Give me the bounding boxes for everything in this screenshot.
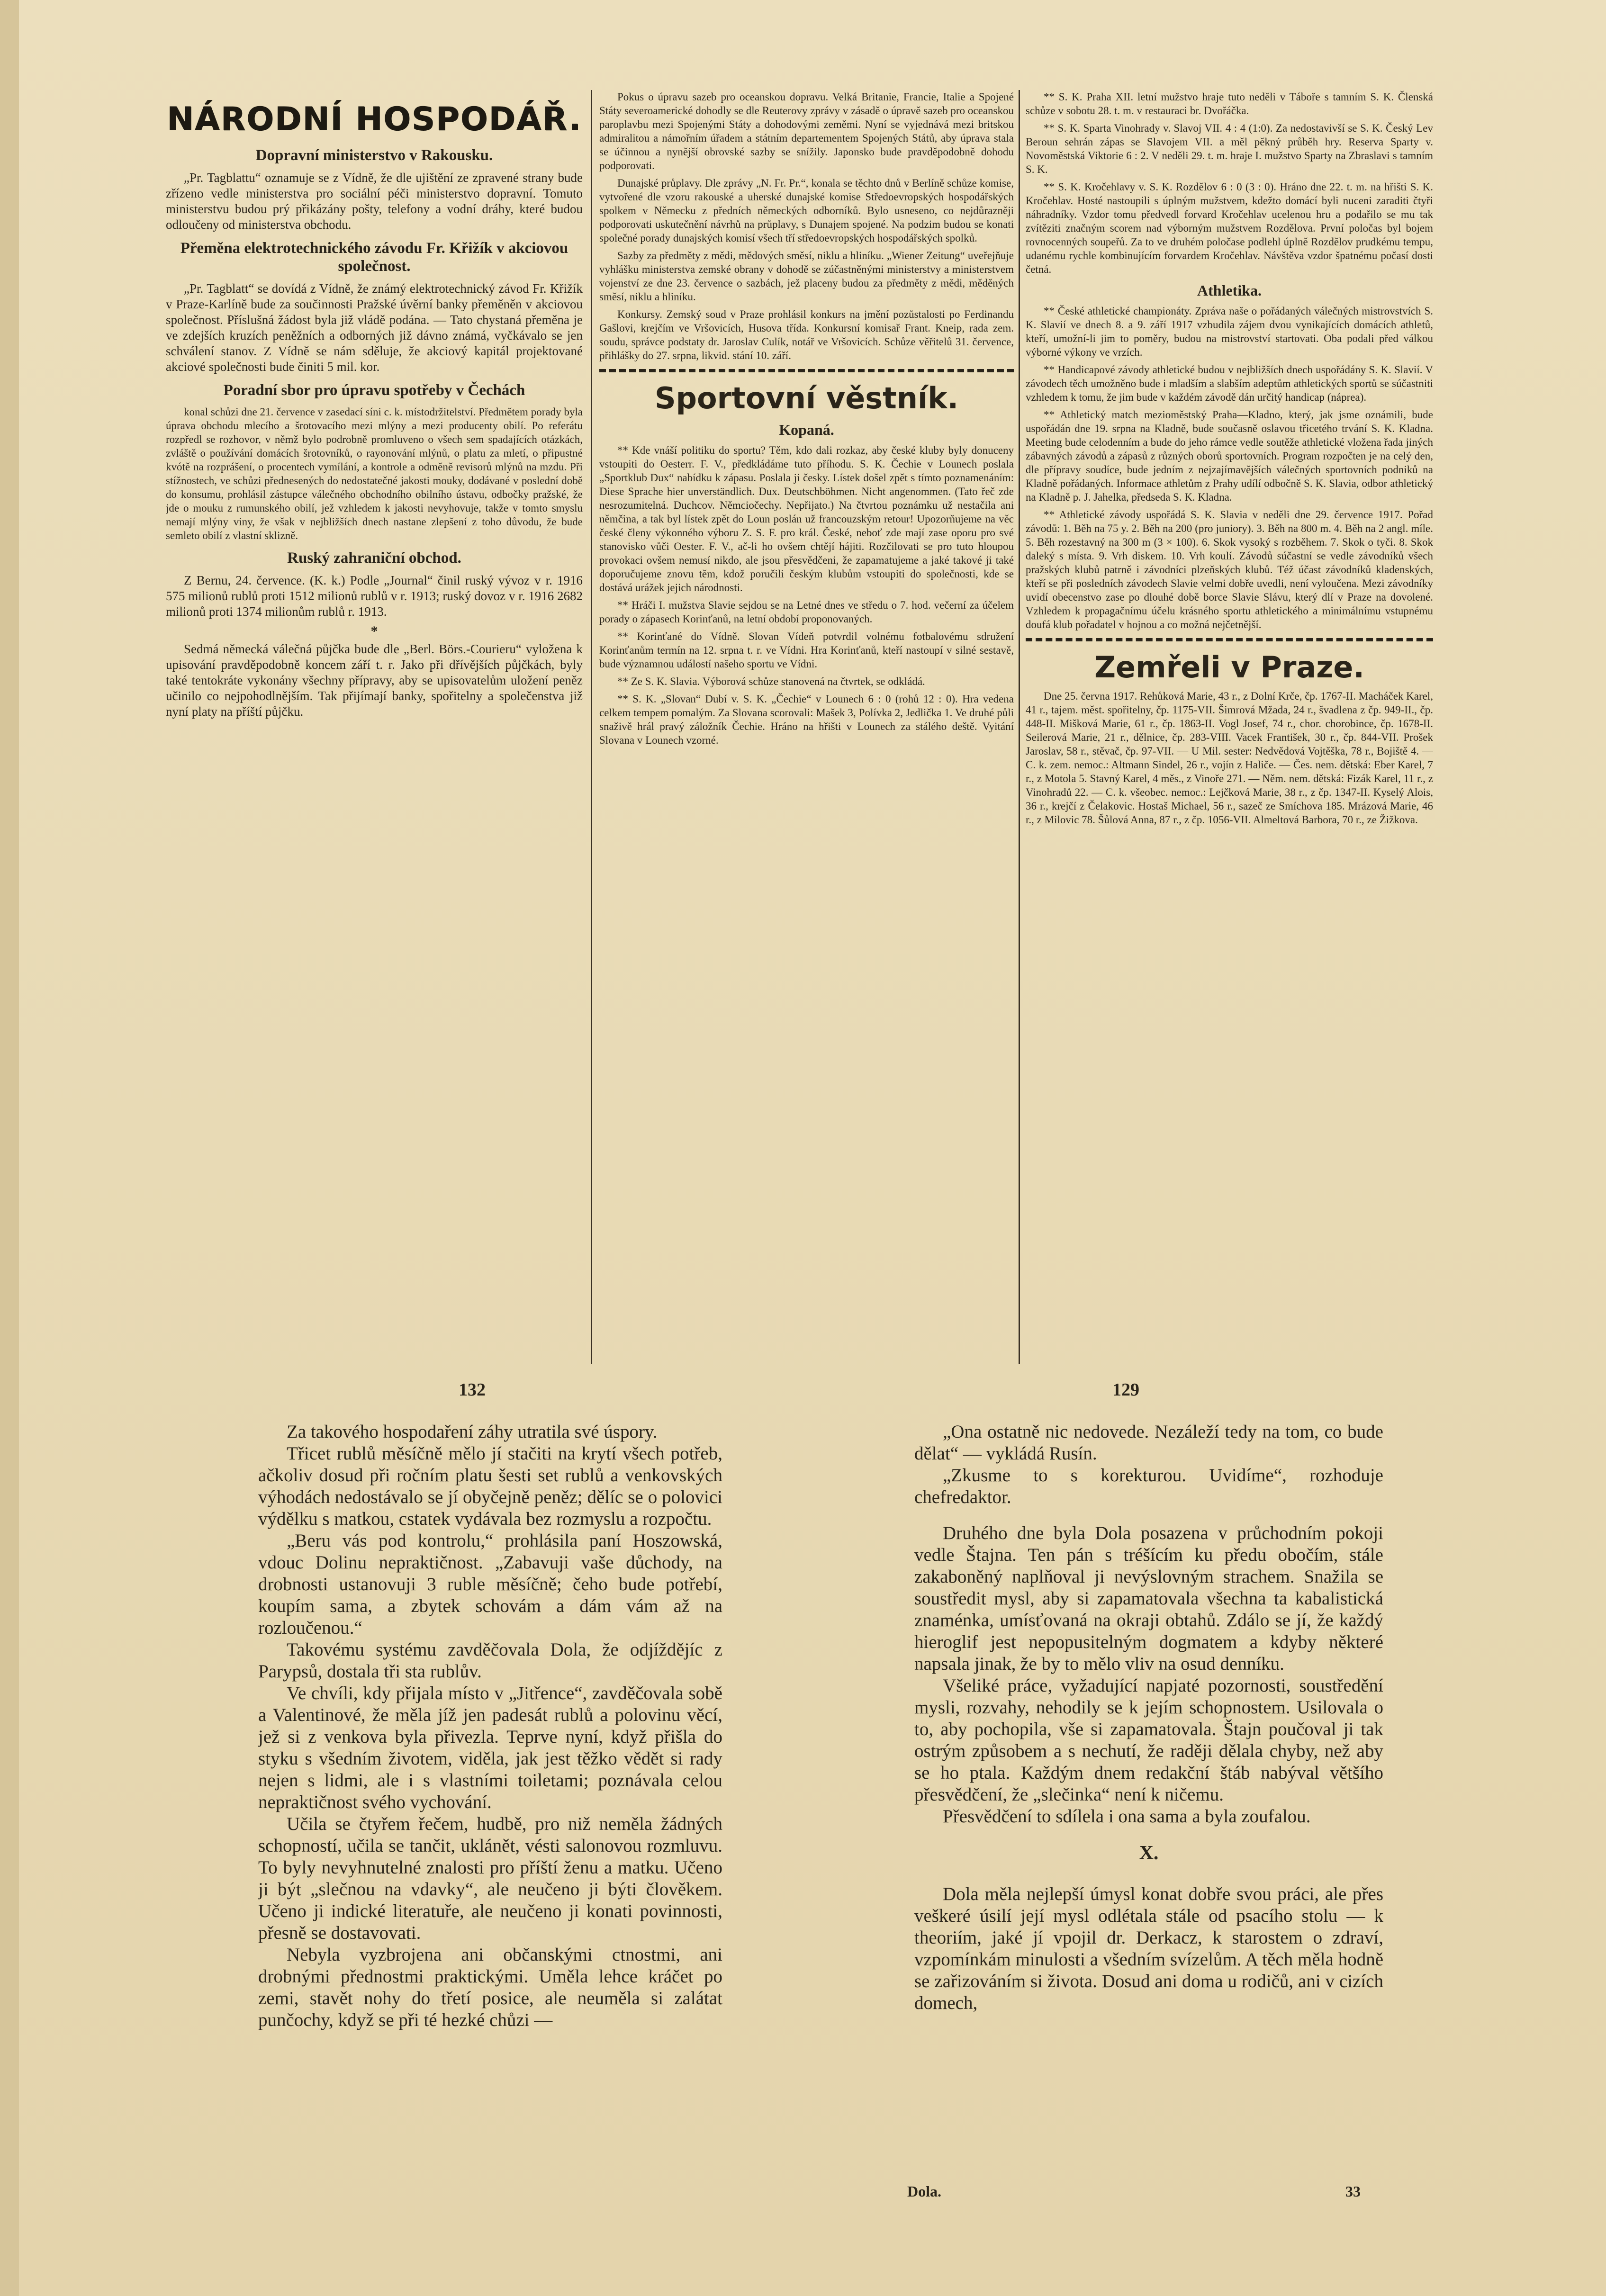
article-text: ** S. K. „Slovan“ Dubí v. S. K. „Čechie“ v Lounech 6 : 0 (rohů 12 : 0). Hra vedena celkem tempem pomalým. Za Slovana scorovali: Mašek 3, Polívka 2, Jedlička 1. Ve druhé půli snaživě hrál pravý záložník Čechie. Hráno na hřišti v Lounech za stálého deště. Vyitání Slovana v Lounech vzorné. xyxy=(599,693,1014,746)
section-heading-deaths: Zemřeli v Praze. xyxy=(1094,650,1364,684)
column-news-sport xyxy=(599,90,1014,1360)
article-heading: Ruský zahraniční obchod. xyxy=(287,549,461,567)
column-sport-deaths xyxy=(1026,90,1433,1360)
article-text: ** S. K. Kročehlavy v. S. K. Rozdělov 6 : 0 (3 : 0). Hráno dne 22. t. m. na hřišti S. K. Kročehlav. Hosté nastoupili s úplným mužstvem, kdežto domácí byli nuceni zaraditi čtyři náhradníky. Vzdor tomu předvedl forvard Kročehlav ucelenou hru a podařilo se mu tak zvítěziti značným scorem nad výborným mužstvem Rozdělova. První poločas byl bojem rovnocenných soupeřů. Za to ve druhém poločase podlehl úplně Rozdělov prudkému tempu, udanému rychle kombinujícím forvardem Kročehlav. Návštěva vzdor špatnému počasí dosti četná. xyxy=(1026,181,1433,275)
article-text: konal schůzi dne 21. července v zasedací síni c. k. místodržitelství. Předmětem porady byla úprava obchodu mlecího a šrotovacího mezi mlýny a mezi producenty obilí. Po referátu rozpředl se rozhovor, v němž bylo podrobně promluveno o všech sem spadajících otázkách, zvláště o používání domácích šrotovníků, o rayonování mlýnů, o platu za mletí, o připustné kvótě na rozprášení, o procentech vymílání, a kontrole a odměně revisorů mlýnů na mzdu. Při stížnostech, ve schůzi přednesených do nedostatečné jakosti mouky, dodávané v poslední době do konsumu, prohlásil zástupce válečného obchodního obilního ústavu, odbočky pražské, že jde o mouku z rumunského obilí, jež vzhledem k jakosti nevyhovuje, takže v tomto smyslu nemají mlýny viny, že však v nejbližších dnech nastane zlepšení z toho důvodu, že bude semleto obilí z vlastní sklizně. xyxy=(166,406,583,541)
column-rule xyxy=(1019,90,1020,1364)
story-text: Nebyla vyzbrojena ani občanskými ctnostmi, ani drobnými přednostmi praktickými. Uměla lehce kráčet po zemi, stavět nohy do třetí posice, ale neuměla si zalátat punčochy, když se při té hezké chůzi — xyxy=(258,1945,722,2030)
article-heading: Dopravní ministerstvo v Rakousku. xyxy=(255,147,493,164)
article-text: Pokus o úpravu sazeb pro oceanskou dopravu. Velká Britanie, Francie, Italie a Spojené Státy severoamerické dohodly se dle Reuterovy zprávy v zásadě o úpravě sazeb pro oceanskou paroplavbu mezi Spojenými Státy a dohodovými zeměmi. Nyní se vyjednává mezi britskou admiralitou a námořním úřadem a státním departementem Spojených Států, aby úprava stala se účinnou a nynější obrovské sazby se snížily. Japonsko bude pravděpodobně dohodu podporovati. xyxy=(599,91,1014,171)
article-text: „Pr. Tagblatt“ se dovídá z Vídně, že známý elektrotechnický závod Fr. Křižík v Praze-Karlíně bude za součinnosti Pražské úvěrní banky přeměněn v akciovou společnost. Příslušná žádost byla již vládě podána. — Tato chystaná přeměna je ve zdejších kruzích peněžních a odborných již dávno známá, vyčkávalo se jen schválení stanov. Z Vídně se nám sděluje, že akciový kapitál projektované akciové společnosti bude činiti 5 mil. kor. xyxy=(166,281,583,374)
article-text: ** S. K. Sparta Vinohrady v. Slavoj VII. 4 : 4 (1:0). Za nedostavivší se S. K. Český Lev Beroun sehrán zápas se Slavojem VII. a měl pěkný průběh hry. Reserva Sparty v. Novoměstská Viktorie 6 : 2. V neděli 29. t. m. hraje I. mužstvo Sparty na Zbraslavi s tamním S. K. xyxy=(1026,122,1433,175)
article-text: ** Athletické závody uspořádá S. K. Slavia v neděli dne 29. července 1917. Pořad závodů: 1. Běh na 75 y. 2. Běh na 200 (pro juniory). 3. Běh na 800 m. 4. Běh na 2 angl. míle. 5. Běh rozestavný na 300 m (3 × 100). 6. Skok vysoký s rozběhem. 7. Skok o tyči. 8. Skok daleký s místa. 9. Vrh diskem. 10. Vrh koulí. Závodů súčastní se vedle závodníků všech pražských klubů patrně i závodníci plzeňských klubů. Též účast závodníků kladenských, kteří se při posledních závodech Slavie velmi dobře uvedli, není vyloučena. Mezi závodníky uvidí obecenstvo zase po dlouhé době borce Slavie Slávu, který dlí v Praze na dovolené. Vzhledem k propagačnímu účelu krásného sportu athletického a minimálnímu vstupnému doufá klub pořadatel v hojnou a co možná nejčetnější. xyxy=(1026,509,1433,630)
article-text: Dunajské průplavy. Dle zprávy „N. Fr. Pr.“, konala se těchto dnů v Berlíně schůze komise, vytvořené dle vzoru rakouské a uherské dunajské komise Středoevropských hospodářských spolkem v Německu z předních německých odborníků. Bylo usneseno, co nejdůrazněji podporovati uskutečnění návrhů na průplavy, s Dunajem spojené. Na podzim budou se konati společné porady dunajských komisí všech tří středoevropských hospodářských spolků. xyxy=(599,177,1014,244)
story-text: „Ona ostatně nic nedovede. Nezáleží tedy na tom, co bude dělat“ — vykládá Rusín. xyxy=(914,1422,1383,1464)
story-text: Všeliké práce, vyžadující napjaté pozornosti, soustředění mysli, rozvahy, nehodily se k jejím schopnostem. Usilovala o to, aby pochopila, vše si zapamatovala. Štajn poučoval ji tak ostrým způsobem a s nechutí, že raději dělala chyby, než aby se ho ptala. Každým dnem redakční štáb nabýval většího přesvědčení, že „slečinka“ není k ničemu. xyxy=(914,1675,1383,1805)
page-edge xyxy=(0,0,19,2296)
story-text: Přesvědčení to sdílela i ona sama a byla zoufalou. xyxy=(943,1806,1311,1827)
footer-title: Dola. xyxy=(907,2183,941,2200)
article-text: ** Athletický match mezioměstský Praha—Kladno, který, jak jsme oznámili, bude uspořádán dne 19. srpna na Kladně, bude současně oslavou třicetého trvání S. K. Kladna. Meeting bude celodenním a bude do jeho rámce vedle soutěže athletické vložena řada jiných zábavných závodů a zápasů z různých oborů sportovních. Program rozpočten je na celý den, dle přípravy soudíce, bude jedním z nejzajímavějších válečných sportovních podniků na Kladně pořádaných. Informace athletům z Prahy udílí odbočně S. K. Slavia, odbor athletický na Kladně p. J. Jahelka, předseda S. K. Kladna. xyxy=(1026,409,1433,503)
article-heading: Přeměna elektrotechnického závodu Fr. Křižík v akciovou společnost. xyxy=(180,240,568,275)
article-text: ** Handicapové závody athletické budou v nejbližších dnech uspořádány S. K. Slavií. V závodech těch umožněno bude i mladším a slabším adeptům athletických sportů se súčastniti vzhledem k tomu, že jim bude v každém závodě dán určitý handicap (náprea). xyxy=(1026,364,1433,403)
article-text: „Pr. Tagblattu“ oznamuje se z Vídně, že dle ujištění ze zpravené strany bude zřízeno vedle ministerstva pro sociální péči ministerstvo dopravní. Tomuto ministerstvu budou prý přikázány pošty, telefony a vodní dráhy, které budou odloučeny od ministerstva obchodu. xyxy=(166,171,583,232)
page-number-right: 129 xyxy=(1112,1380,1139,1400)
story-text: „Beru vás pod kontrolu,“ prohlásila paní Hoszowská, vdouc Dolinu nepraktičnost. „Zabavuji vaše důchody, na drobnosti ustanovuji 3 ruble měsíčně; čeho bude potřebí, koupím sama, a zbytek schovám a dám vám až na rozloučenou.“ xyxy=(258,1531,722,1638)
story-text: Učila se čtyřem řečem, hudbě, pro niž neměla žádných schopností, učila se tančit, uklánět, vésti salonovou rozmluvu. To byly nevyhnutelné znalosti pro příští ženu a matku. Učeno ji být „slečnou na vdavky“, ale neučeno ji býti člověkem. Učeno ji indické literatuře, ale neučeno ji konati povinnosti, přesně se dostavovati. xyxy=(258,1814,722,1943)
feuilleton-left xyxy=(258,1421,722,2255)
story-text: Dola měla nejlepší úmysl konat dobře svou práci, ale přes veškeré úsilí její mysl odlétala stále od psacího stolu — k theoriím, jaké jí vpojil dr. Derkacz, k starostem o zdraví, vzpomínkám minulosti a všedním svízelům. A těch měla hodně se zařizováním si života. Dosud ani doma u rodičů, ani v cizích domech, xyxy=(914,1884,1383,2013)
article-text: Z Bernu, 24. července. (K. k.) Podle „Journal“ činil ruský vývoz v r. 1916 575 milionů rublů proti 1512 milionů rublů v r. 1913; ruský dovoz v r. 1916 2682 milionů proti 1374 milionům rublů r. 1913. xyxy=(166,573,583,619)
article-text: Dne 25. června 1917. Rehůková Marie, 43 r., z Dolní Krče, čp. 1767-II. Macháček Karel, 41 r., tajem. měst. spořitelny, čp. 1175-VII. Šimrová Mžada, 24 r., švadlena z čp. 949-II., čp. 448-II. Mišková Marie, 61 r., čp. 1863-II. Vogl Josef, 74 r., chor. chorobince, čp. 1678-II. Seilerová Marie, 21 r., dělnice, čp. 283-VIII. Vacek František, 30 r., čp. 844-VII. Prošek Jaroslav, 58 r., stěvač, čp. 97-VII. — U Mil. sester: Nedvědová Vojtěška, 78 r., Bojiště 4. — C. k. zem. nemoc.: Altmann Sindel, 26 r., vojín z Haliče. — Čes. nem. dětská: Eber Karel, 7 r., z Motola 5. Stavný Karel, 4 měs., z Vinoře 271. — Něm. nem. dětská: Fizák Karel, 11 r., z Vinohradů 22. — C. k. všeobec. nemoc.: Lejčková Marie, 38 r., z čp. 1347-II. Kyselý Alois, 36 r., krejčí z Čelakovic. Hostaš Michael, 56 r., sazeč ze Smíchova 185. Mrázová Marie, 46 r., z Milovic 78. Šůlová Anna, 87 r., z čp. 1056-VII. Almeltová Barbora, 70 r., ze Žižkova. xyxy=(1026,690,1433,826)
article-text: ** S. K. Praha XII. letní mužstvo hraje tuto neděli v Táboře s tamním S. K. Členská schůze v sobotu 28. t. m. v restauraci br. Dvořáčka. xyxy=(1026,91,1433,117)
article-text: Konkursy. Zemský soud v Praze prohlásil konkurs na jmění pozůstalosti po Ferdinandu Gašlovi, krejčím ve Vršovicích, Husova třída. Konkursní komisař Frant. Kneip, rada zem. soudu, správce podstaty dr. Jaroslav Culík, notář ve Vršovicích. Schůze věřitelů 31. července, přihlášky do 27. srpna, likvid. stání 10. září. xyxy=(599,308,1014,361)
page-number-left: 132 xyxy=(459,1380,486,1400)
article-text: ** Ze S. K. Slavia. Výborová schůze stanovená na čtvrtek, se odkládá. xyxy=(617,675,925,687)
story-text: „Zkusme to s korekturou. Uvidíme“, rozhoduje chefredaktor. xyxy=(914,1465,1383,1507)
article-text: Sedmá německá válečná půjčka bude dle „Berl. Börs.-Couriеru“ vyložena k upisování pravděpodobně koncem září t. r. Jako při dřívějších půjčkách, byly také tentokráte vykonány všechny přípravy, aby se upisovatelům uložení peněz učinilo co nejpohodlnějším. Tak přijímají banky, spořitelny a společenstva již nyní platy na příští půjčku. xyxy=(166,642,583,719)
article-text: Sazby za předměty z mědi, mědových směsí, niklu a hliníku. „Wiener Zeitung“ uveřejňuje vyhlášku ministerstva zemské obrany v dohodě se zúčastněnými ministerstvy a ministerstvem vojenství ze dne 23. července o sazbách, jež placeny budou za předměty z mědi, měděných směsí, niklu a hliníku. xyxy=(599,250,1014,303)
footer-page-number: 33 xyxy=(1345,2183,1361,2200)
chapter-heading: X. xyxy=(1139,1842,1159,1864)
article-text: ** Korinťané do Vídně. Slovan Vídeň potvrdil volnému fotbalovému sdružení Korinťanům termín na 12. srpna t. r. ve Vídni. Hra Korinťanů, kteří nastoupí v silné sestavě, bude významnou událostí našeho sportu ve Vídni. xyxy=(599,630,1014,670)
article-text: ** Kde vnáší politiku do sportu? Těm, kdo dali rozkaz, aby české kluby byly donuceny vstoupiti do Oesterr. F. V., předkládáme tuto příhodu. S. K. Čechie v Lounech poslala „Sportklub Dux“ nabídku k zápasu. Poslala ji česky. Lístek došel zpět s tímto poznamenáním: Diese Sprache hier unverständlich. Dux. Deutschböhmen. Nicht angenommen. (Tato řeč zde nesrozumitelná. Duchcov. Němciočechy. Nepřijato.) Na čtvrtou poznámku už nestačila ani němčina, a tak byl lístek zpět do Loun poslán už francouzským retour! Upozorňujeme na věc české členy výkonného výboru Z. S. F. pro král. České, neboť zde mají zase oporu pro své stanovisko vůči Oester. F. V., ač-li ho ovšem chtějí hájiti. Rozčilovati se pro tuto hloupou provokaci ovšem nemusí nikdo, ale jsou přesvědčeni, že zapamatujeme a jaké takové ji také doporučujeme znovu těm, kdož poručili českým klubům vstoupiti do společnosti, kde se dostává urážek jejich národnosti. xyxy=(599,444,1014,594)
story-text: Takovému systému zavděčovala Dola, že odjíždějíc z Parypsů, dostala tři sta rublův. xyxy=(258,1639,722,1682)
subsection-heading: Kopaná. xyxy=(779,421,834,438)
feuilleton-right xyxy=(914,1421,1383,2255)
separator-star: * xyxy=(370,623,378,639)
section-heading-sport: Sportovní věstník. xyxy=(654,381,958,415)
story-text: Třicet rublů měsíčně mělo jí stačiti na krytí všech potřeb, ačkoliv dosud při ročním platu šesti set rublů a venkovských výhodách nedostávalo se jí obyčejně peněz; dělíc se o polovici výdělku s matkou, cstatek vydávala bez rozmyslu a rozpočtu. xyxy=(258,1443,722,1529)
column-rule xyxy=(591,90,592,1364)
section-masthead: NÁRODNÍ HOSPODÁŘ. xyxy=(167,100,582,138)
article-text: ** České athletické championáty. Zpráva naše o pořádaných válečných mistrovstvích S. K. Slavií ve dnech 8. a 9. září 1917 vzbudila zájem dvou vynikajících domácích athletů, kteří, umožní-li jim to poměry, budou na mistrovství startovati. Oba podali před válkou výborné výkony ve vrzích. xyxy=(1026,305,1433,358)
article-text: ** Hráči I. mužstva Slavie sejdou se na Letné dnes ve středu o 7. hod. večerní za účelem porady o zápasech Korinťanů, na letní období proponovaných. xyxy=(599,599,1014,625)
column-economy xyxy=(166,90,583,1360)
subsection-heading: Athletika. xyxy=(1197,282,1262,299)
story-text: Za takového hospodaření záhy utratila své úspory. xyxy=(287,1422,658,1442)
divider xyxy=(1026,638,1433,641)
story-text: Druhého dne byla Dola posazena v průchodním pokoji vedle Štajna. Ten pán s tréšícím ku předu obočím, stále zakaboněný naplňoval ji nevýslovným strachem. Snažila se soustředit mysl, aby si zapamatovala všechna ta kabalistická znaménka, umísťovaná na okraji obtahů. Zdálo se jí, že každý hieroglif jest nepopusitelným dogmatem a kdyby některé napsala jinak, že by to mělo vliv na osud denníku. xyxy=(914,1523,1383,1674)
divider xyxy=(599,369,1014,372)
story-text: Ve chvíli, kdy přijala místo v „Jitřence“, zavděčovala sobě a Valentinové, že měla jíž jen padesát rublů a polovinu věcí, jež si z venkova byla přivezla. Teprve nyní, když přišla do styku s všedním životem, viděla, jak jest těžko vědět si rady nejen s lidmi, ale i s vlastními toiletami; poznávala celou nepraktičnost svého vychování. xyxy=(258,1683,722,1812)
article-heading: Poradní sbor pro úpravu spotřeby v Čechách xyxy=(223,382,525,399)
